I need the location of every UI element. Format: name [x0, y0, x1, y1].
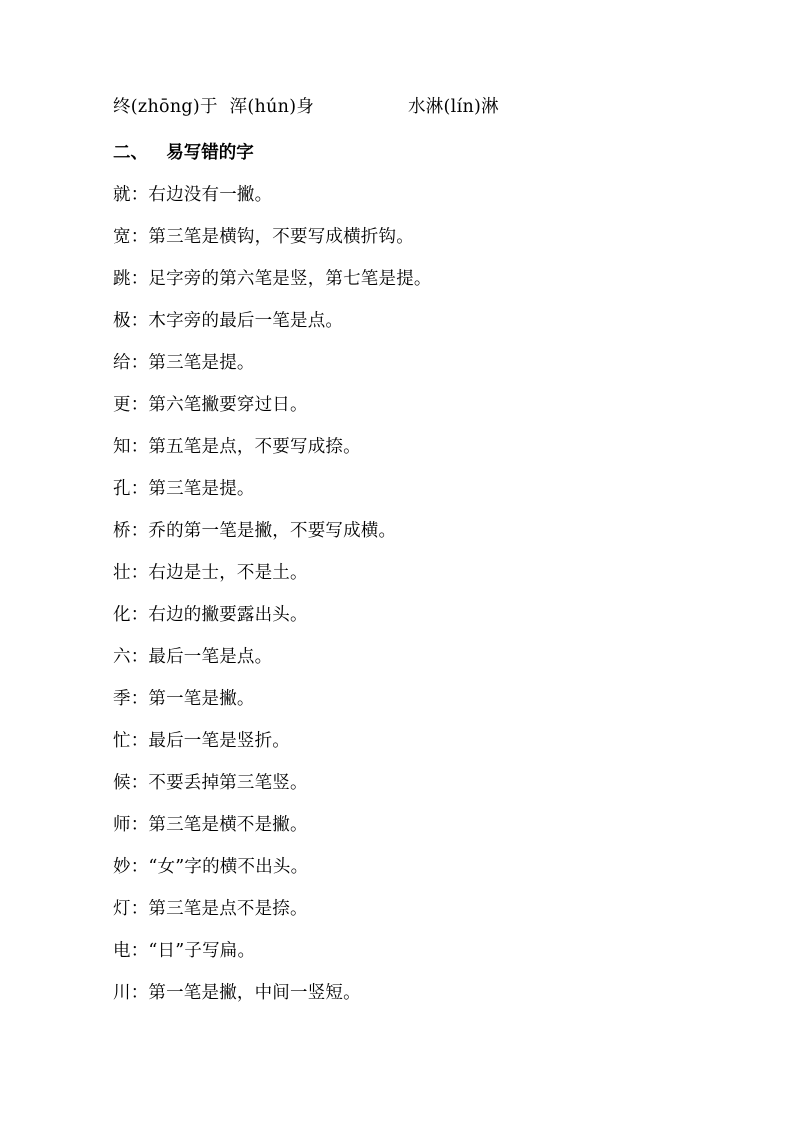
note-line: 知：第五笔是点，不要写成捺。 [113, 437, 361, 457]
note-line: 桥：乔的第一笔是撇，不要写成横。 [113, 521, 397, 541]
note-line: 给：第三笔是提。 [113, 353, 255, 373]
note-line: 电：“日”子写扁。 [113, 941, 256, 961]
note-line: 六：最后一笔是点。 [113, 647, 273, 667]
note-line: 更：第六笔撇要穿过日。 [113, 395, 308, 415]
note-line: 孔：第三笔是提。 [113, 479, 255, 499]
note-line: 川：第一笔是撇，中间一竖短。 [113, 983, 361, 1003]
note-line: 跳：足字旁的第六笔是竖，第七笔是提。 [113, 269, 432, 289]
note-line: 师：第三笔是横不是撇。 [113, 815, 308, 835]
note-line: 妙：“女”字的横不出头。 [113, 857, 309, 877]
note-line: 化：右边的撇要露出头。 [113, 605, 308, 625]
note-line: 宽：第三笔是横钩，不要写成横折钩。 [113, 227, 414, 247]
section-heading: 二、 易写错的字 [113, 143, 254, 163]
note-line: 就：右边没有一撇。 [113, 185, 273, 205]
note-line: 候：不要丢掉第三笔竖。 [113, 773, 308, 793]
note-line: 忙：最后一笔是竖折。 [113, 731, 290, 751]
note-line: 壮：右边是士，不是土。 [113, 563, 308, 583]
note-line: 季：第一笔是撇。 [113, 689, 255, 709]
note-line: 灯：第三笔是点不是捺。 [113, 899, 308, 919]
document-content [113, 92, 683, 1022]
pinyin-line: 终(zhōng)于 浑(hún)身 水淋(lín)淋 [113, 97, 499, 117]
note-line: 极：木字旁的最后一笔是点。 [113, 311, 344, 331]
